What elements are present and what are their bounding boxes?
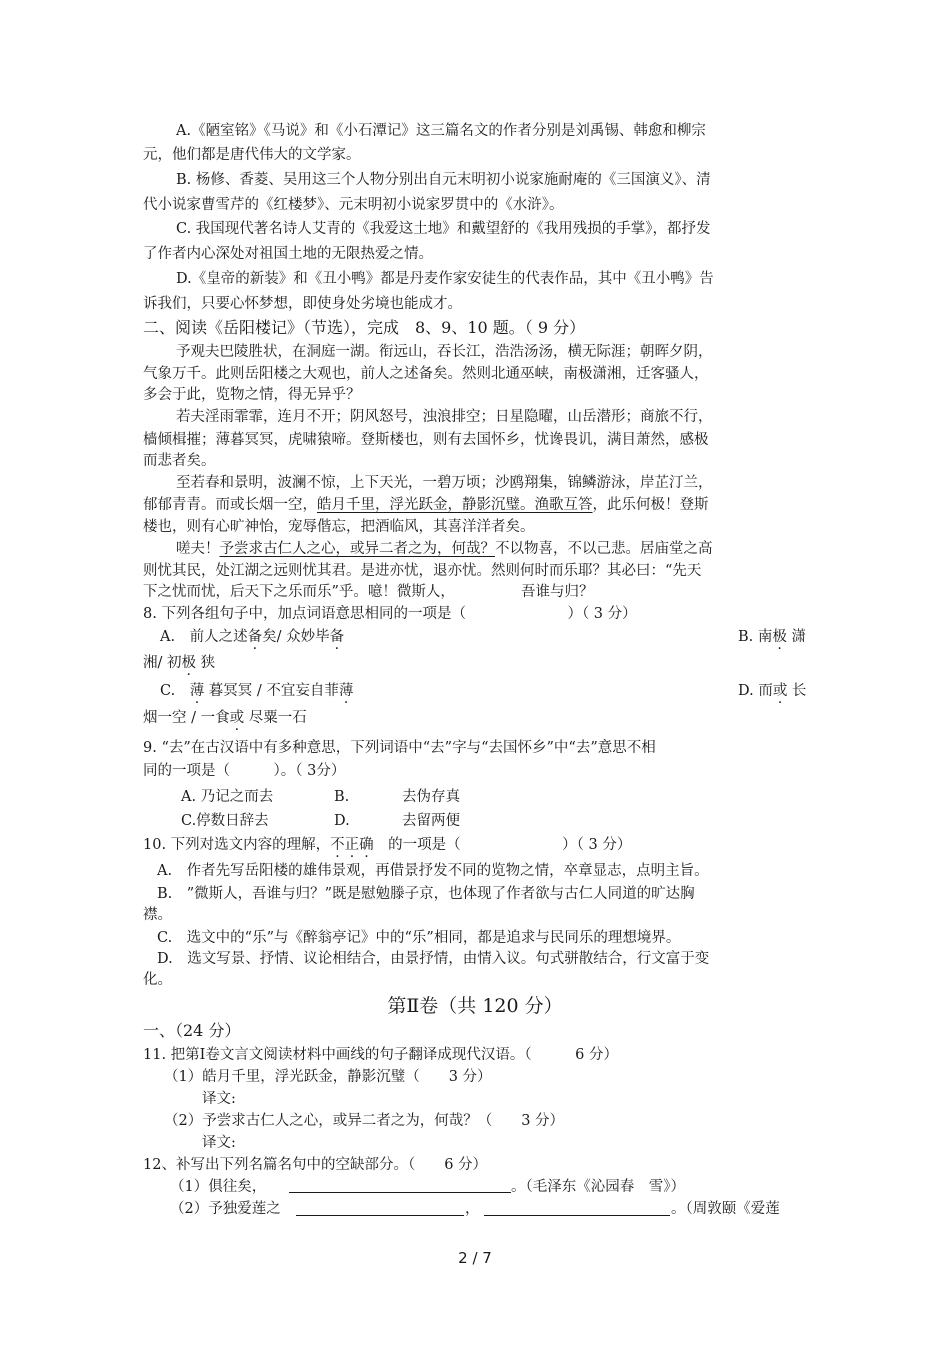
q12-blank-3[interactable] <box>484 1215 670 1216</box>
q9-option-b-text: 去伪存真 <box>402 789 460 805</box>
q10-stem <box>143 835 631 855</box>
q7-option-b-line2: 代小说家曹雪芹的《红楼梦》、元末明初小说家罗贯中的《水浒》。 <box>143 197 564 213</box>
dotted-word: 不 <box>330 837 345 853</box>
passage-p4-line3a: 下之忧而忧，后天下之乐而乐”乎。噫！微斯人， <box>143 584 455 600</box>
dotted-word: 或 <box>229 710 245 726</box>
dotted-word: 确 <box>359 837 374 853</box>
q9-option-b-label: B. <box>334 789 350 805</box>
underlined-sentence-1: 皓月千里，浮光跃金，静影沉璧。渔歌互答 <box>317 497 593 513</box>
q7-option-a-line2: 元，他们都是唐代伟大的文学家。 <box>143 147 361 163</box>
q7-option-b-line1: B. 杨修、香菱、吴用这三个人物分别出自元末明初小说家施耐庵的《三国演义》、清 <box>176 172 711 188</box>
option-text: D. 而 <box>738 683 773 699</box>
passage-p1-line3: 多会于此，览物之情，得无异乎？ <box>143 387 361 403</box>
passage-p1-line2: 气象万千。此则岳阳楼之大观也，前人之述备矣。然则北通巫峡，南极潇湘，迁客骚人， <box>143 366 709 382</box>
stem-text: 10. 下列对选文内容的理解， <box>143 837 331 853</box>
dotted-word: 备 <box>247 629 263 645</box>
q9-option-c: C.停数日辞去 <box>181 813 269 829</box>
passage-text: ，此乐何极！登斯 <box>592 497 709 513</box>
dotted-word: 薄 <box>189 683 205 699</box>
option-text: B. 南 <box>738 629 773 645</box>
q9-option-a: A. 乃记之而去 <box>181 789 274 805</box>
q7-option-d-line2: 诉我们，只要心怀梦想，即使身处劣境也能成才。 <box>143 296 462 312</box>
option-text: 烟一空 / 一食 <box>143 710 230 726</box>
option-text: C. <box>160 683 190 699</box>
underlined-sentence-2: 予尝求古仁人之心，或异二者之为，何哉？ <box>219 541 495 557</box>
q12-blank-1[interactable] <box>289 1192 511 1193</box>
q9-option-d-text: 去留两便 <box>402 813 460 829</box>
passage-p4-line3b: 吾谁与归？ <box>521 584 594 600</box>
passage-p3-line3: 楼也，则有心旷神怡，宠辱偕忘，把酒临风，其喜洋洋者矣。 <box>143 519 535 535</box>
passage-text: 不以物喜，不以己悲。居庙堂之高 <box>495 541 713 557</box>
q9-stem-line2: 同的一项是（ ）。（ 3分） <box>143 763 346 779</box>
q7-option-d-line1: D.《皇帝的新装》和《丑小鸭》都是丹麦作家安徒生的代表作品，其中《丑小鸭》告 <box>176 271 714 287</box>
q8-option-a <box>160 627 344 647</box>
passage-p3-line1: 至若春和景明，波澜不惊，上下天光，一碧万顷；沙鸥翔集，锦鳞游泳，岸芷汀兰， <box>176 475 713 491</box>
q11-translation-label-1: 译文: <box>202 1091 236 1107</box>
q11-sub1: （1）皓月千里，浮光跃金，静影沉璧（ 3 分） <box>164 1069 492 1085</box>
stem-text: 的一项是（ ）（ 3 分） <box>373 837 632 853</box>
option-text: 矣/ 众妙毕 <box>262 629 330 645</box>
passage-p2-line2: 樯倾楫摧；薄暮冥冥，虎啸猿啼。登斯楼也，则有去国怀乡，忧谗畏讥，满目萧然，感极 <box>143 432 709 448</box>
q12-sub2-suffix: 。（周敦颐《爱莲 <box>671 1201 780 1217</box>
q12-stem: 12、补写出下列名篇名句中的空缺部分。（ 6 分） <box>143 1157 488 1173</box>
q8-option-b <box>738 627 806 647</box>
passage-p3-line2 <box>143 495 709 515</box>
section2-title: 二、阅读《岳阳楼记》（节选），完成 8、9、10 题。（ 9 分） <box>143 318 586 337</box>
q10-option-d-line1: D. 选文写景、抒情、议论相结合，由景抒情，由情入议。句式骈散结合，行文富于变 <box>157 951 710 967</box>
dotted-word: 或 <box>772 683 788 699</box>
q7-option-a-line1: A.《陋室铭》《马说》和《小石潭记》这三篇名文的作者分别是刘禹锡、韩愈和柳宗 <box>176 123 706 139</box>
passage-text: 郁郁青青。而或长烟一空， <box>143 497 317 513</box>
q9-stem-line1: 9. “去”在古汉语中有多种意思，下列词语中“去”字与“去国怀乡”中“去”意思不相 <box>143 740 656 756</box>
q8-stem: 8. 下列各组句子中，加点词语意思相同的一项是（ ）（ 3 分） <box>143 606 637 622</box>
q11-stem: 11. 把第Ⅰ卷文言文阅读材料中画线的句子翻译成现代汉语。（ 6 分） <box>143 1047 618 1063</box>
page-number: 2 / 7 <box>458 1249 492 1267</box>
option-text: 尽粟一石 <box>244 710 307 726</box>
dotted-word: 极 <box>181 655 196 671</box>
dotted-word: 薄 <box>338 683 354 699</box>
q11-translation-label-2: 译文: <box>202 1135 236 1151</box>
q10-option-b-line2: 襟。 <box>143 907 172 923</box>
q7-option-c-line2: 了作者内心深处对祖国土地的无限热爱之情。 <box>143 246 433 262</box>
dotted-word: 正 <box>344 837 360 853</box>
q10-option-d-line2: 化。 <box>143 972 172 988</box>
q12-blank-2[interactable] <box>296 1215 464 1216</box>
q9-option-d-label: D. <box>334 813 350 829</box>
option-text: 暮冥冥 / 不宜妄自菲 <box>204 683 339 699</box>
q12-sub2-comma: ， <box>465 1201 480 1217</box>
q10-option-a: A. 作者先写岳阳楼的雄伟景观，再借景抒发不同的览物之情，卒章显志，点明主旨。 <box>157 863 709 879</box>
volume-2-title: 第Ⅱ卷（共 120 分） <box>387 995 563 1017</box>
q12-sub2-prefix: （2）予独爱莲之 <box>170 1201 281 1217</box>
passage-text: 嗟夫！ <box>176 541 220 557</box>
passage-p2-line3: 而悲者矣。 <box>143 453 216 469</box>
dotted-word: 备 <box>329 629 345 645</box>
option-text: 狭 <box>196 655 216 671</box>
q8-option-d-line2 <box>143 708 307 728</box>
q8-option-d <box>738 681 806 701</box>
option-text: A. 前人之述 <box>160 629 248 645</box>
q12-sub1-prefix: （1）俱往矣， <box>170 1179 267 1195</box>
passage-p4-line2: 则忧其民，处江湖之远则忧其君。是进亦忧，退亦忧。然则何时而乐耶？其必曰：“先天 <box>143 563 702 579</box>
dotted-word: 极 <box>772 629 787 645</box>
q10-option-b-line1: B. ”微斯人，吾谁与归？”既是慰勉滕子京，也体现了作者欲与古仁人同道的旷达胸 <box>157 886 695 902</box>
q11-sub2: （2）予尝求古仁人之心，或异二者之为，何哉？（ 3 分） <box>164 1113 565 1129</box>
q7-option-c-line1: C. 我国现代著名诗人艾青的《我爱这土地》和戴望舒的《我用残损的手掌》，都抒发 <box>176 221 711 237</box>
q10-option-c: C. 选文中的“乐”与《醉翁亭记》中的“乐”相同，都是追求与民同乐的理想境界。 <box>157 930 681 946</box>
option-text: 湘/ 初 <box>143 655 182 671</box>
q8-option-c <box>160 681 353 701</box>
passage-p2-line1: 若夫淫雨霏霏，连月不开；阴风怒号，浊浪排空；日星隐曜，山岳潜形；商旅不行， <box>176 409 713 425</box>
option-text: 潇 <box>786 629 806 645</box>
option-text: 长 <box>787 683 807 699</box>
passage-p4-line1 <box>176 539 713 559</box>
q12-sub1-suffix: 。（毛泽东《沁园春 雪》） <box>511 1179 685 1195</box>
passage-p1-line1: 予观夫巴陵胜状，在洞庭一湖。衔远山，吞长江，浩浩汤汤，横无际涯；朝晖夕阴， <box>176 344 713 360</box>
part-1-title: 一、（24 分） <box>143 1021 241 1040</box>
q8-option-b-line2 <box>143 653 215 673</box>
